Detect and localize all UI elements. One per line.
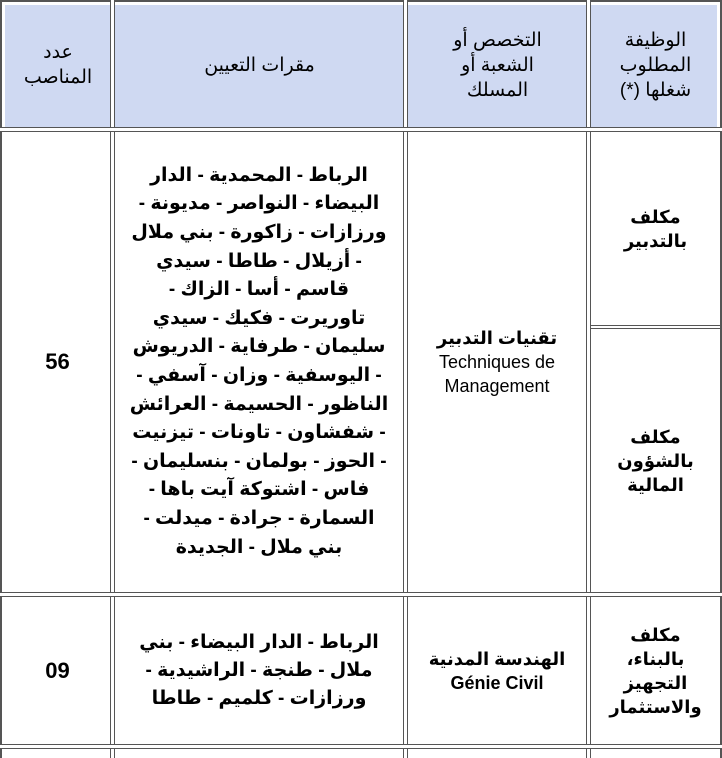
row2-specialty-fr: Génie Civil — [450, 672, 544, 693]
header-positions-count: عدد المناصب — [23, 42, 93, 88]
row1-job-2: مكلف بالشؤون المالية — [617, 426, 694, 495]
row1-count: 56 — [45, 349, 70, 374]
row2-locations: الرباط - الدار البيضاء - بني ملال - طنجة - الراشيدية - ورزازات - كلميم - طاطا — [139, 631, 379, 709]
border-left — [0, 0, 2, 758]
row2-job-1: مكلف بالبناء، التجهيز والاستثمار — [609, 624, 702, 717]
row1-specialty — [408, 132, 586, 592]
header-specialty: التخصص أو الشعبة أو المسلك — [453, 29, 542, 101]
border-top — [0, 0, 722, 2]
header-job: الوظيفة المطلوب شغلها (*) — [619, 29, 692, 101]
row2-specialty-ar: الهندسة المدنية — [428, 648, 566, 669]
row2-count: 09 — [45, 657, 70, 683]
row1-locations: الرباط - المحمدية - الدار البيضاء - النواصر - مديونة - ورزازات - زاكورة - بني ملال - أزيلال - طاطا - سيدي قاسم - أسا - الزاك - تاوريرت - فكيك - سيدي سليمان - طرفاية - الدريوش - اليوسفية - وزان - آسفي - الناظور - الحسيمة - العرائش - شفشاون - تاونات - تيزنيت - الحوز - بولمان - بنسليمان - فاس - اشتوكة آيت باها - السمارة - جرادة - ميدلت - بني ملال - الجديدة — [129, 164, 389, 558]
row-sep-3 — [0, 744, 722, 749]
row1-job-1: مكلف بالتدبير — [623, 206, 688, 251]
header-assignment-locations: مقرات التعيين — [204, 54, 315, 76]
row2-specialty — [408, 597, 586, 744]
row1-specialty-fr: Techniques de Management — [438, 352, 556, 396]
row1-specialty-ar: تقنيات التدبير — [436, 328, 558, 348]
